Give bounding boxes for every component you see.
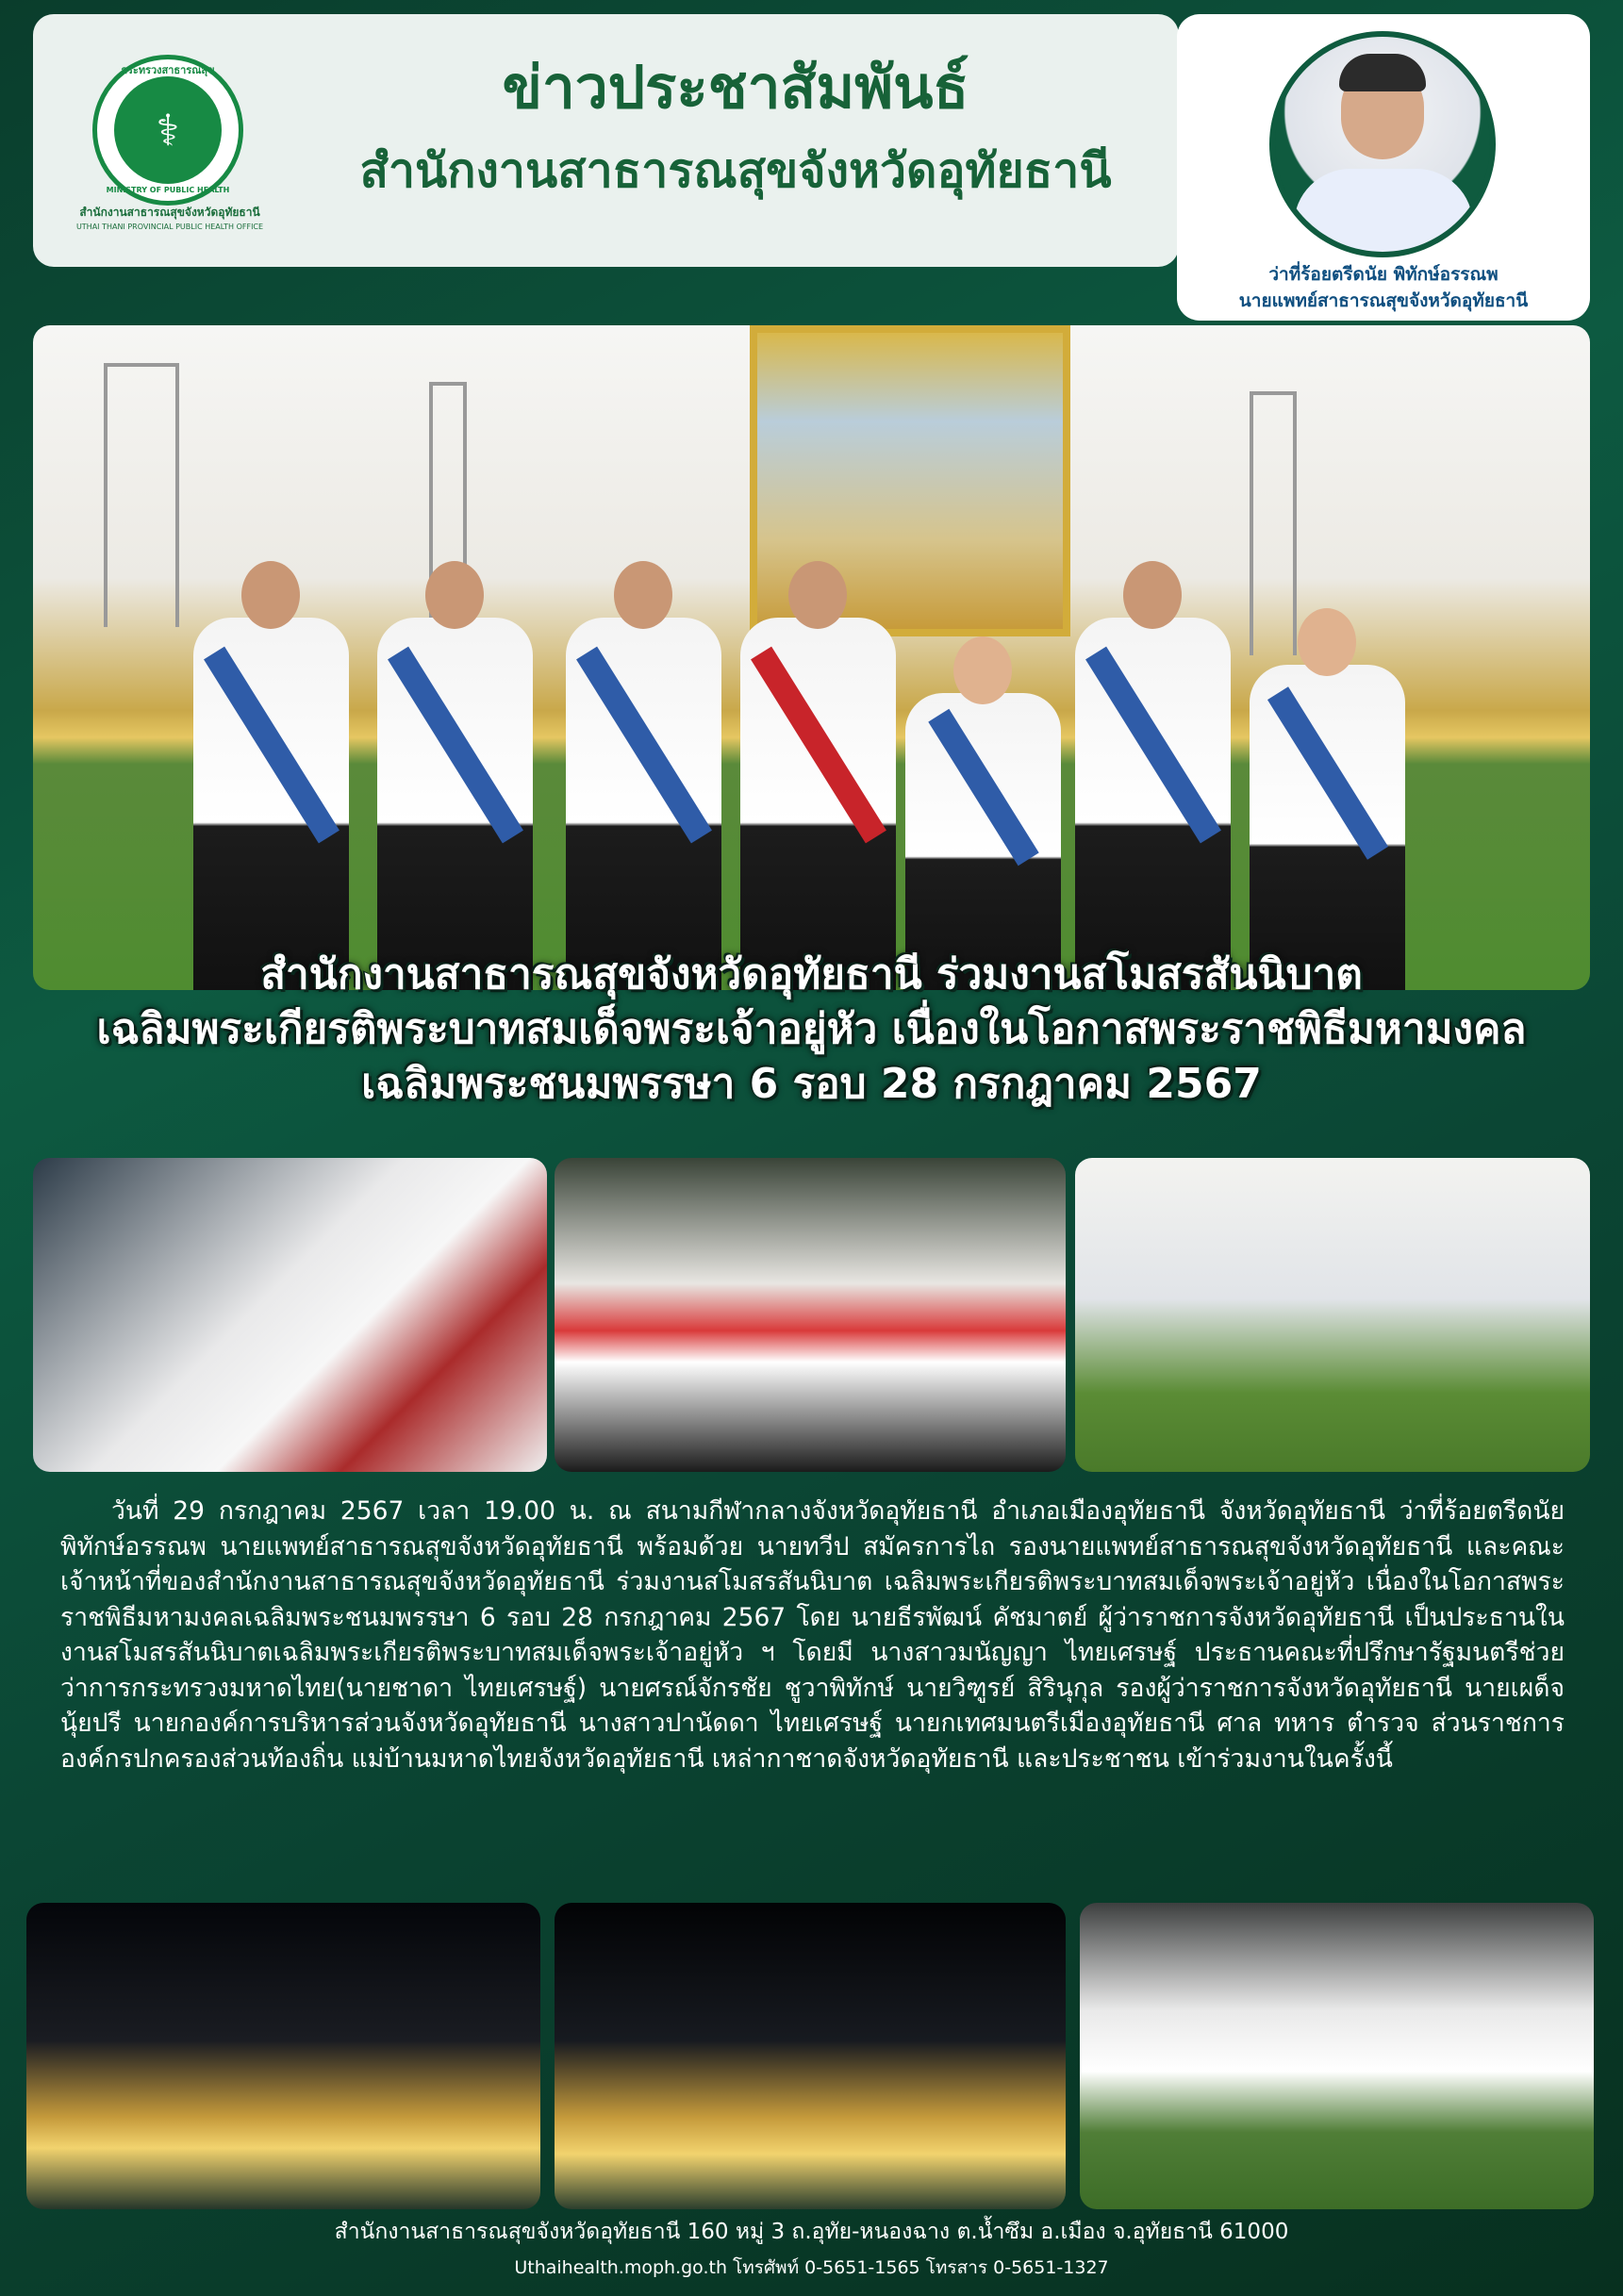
sash [388,647,523,844]
person [377,618,533,990]
person [1075,618,1231,990]
event-photo [1075,1158,1590,1472]
caduceus-icon: ⚕ [114,76,222,184]
person-head [241,561,300,629]
logo-caption [52,206,288,234]
person-head [1123,561,1182,629]
director-hair [1339,54,1426,91]
person-head [425,561,484,629]
logo-ring-text-en: MINISTRY OF PUBLIC HEALTH [106,186,230,194]
logo-caption-th: สำนักงานสาธารณสุขจังหวัดอุทัยธานี [79,206,260,219]
page-subtitle: สำนักงานสาธารณสุขจังหวัดอุทัยธานี [359,143,1112,198]
person [740,618,896,990]
person [1250,665,1405,990]
person-head [953,636,1012,704]
logo-caption-en: UTHAI THANI PROVINCIAL PUBLIC HEALTH OFFICE [75,223,264,231]
headline-line-1: สำนักงานสาธารณสุขจังหวัดอุทัยธานี ร่วมงานสโมสรสันนิบาต [260,950,1363,999]
page-title: ข่าวประชาสัมพันธ์ [502,53,969,122]
director-caption [1177,261,1590,314]
event-photo [33,1158,547,1472]
person-head [1298,608,1356,676]
event-photo [1080,1903,1594,2209]
news-headline [33,948,1590,1112]
light-tower [104,363,179,627]
person [193,618,349,990]
footer-address: สำนักงานสาธารณสุขจังหวัดอุทัยธานี 160 หมู่ 3 ถ.อุทัย-หนองฉาง ต.น้ำซึม อ.เมือง จ.อุทัยธานี 61000 [334,2220,1289,2244]
logo-ring-text: กระทรวงสาธารณสุข [121,64,215,76]
headline-line-3: เฉลิมพระชนมพรรษา 6 รอบ 28 กรกฎาคม 2567 [361,1060,1262,1108]
sash [751,647,886,844]
director-card [1177,14,1590,321]
person-head [614,561,672,629]
person [905,693,1061,990]
sash [1085,647,1221,844]
director-shirt [1294,169,1473,257]
director-position: นายแพทย์สาธารณสุขจังหวัดอุทัยธานี [1238,290,1529,311]
footer-contact: Uthaihealth.moph.go.th โทรศัพท์ 0-5651-1565 โทรสาร 0-5651-1327 [514,2257,1109,2278]
footer [0,2216,1623,2282]
main-group-photo [33,325,1590,990]
event-photo [555,1158,1066,1472]
person-head [788,561,847,629]
sash [928,709,1038,866]
moph-logo [92,55,243,206]
sash [1267,686,1388,859]
event-photo [26,1903,540,2209]
light-tower [1250,391,1297,655]
sash [576,647,712,844]
director-photo [1269,31,1496,257]
sash [204,647,340,844]
headline-line-2: เฉลิมพระเกียรติพระบาทสมเด็จพระเจ้าอยู่หัว เนื่องในโอกาสพระราชพิธีมหามงคล [96,1005,1527,1053]
event-photo [555,1903,1066,2209]
news-body: วันที่ 29 กรกฎาคม 2567 เวลา 19.00 น. ณ สนามกีฬากลางจังหวัดอุทัยธานี อำเภอเมืองอุทัยธานี จังหวัดอุทัยธานี ว่าที่ร้อยตรีดนัย พิทักษ์อรรณพ นายแพทย์สาธารณสุขจังหวัดอุทัยธานี พร้อมด้วย นายทวีป สมัครการไถ รองนายแพทย์สาธารณสุขจังหวัดอุทัยธานี และคณะเจ้าหน้าที่ของสำนักงานสาธารณสุขจังหวัดอุทัยธานี ร่วมงานสโมสรสันนิบาต เฉลิมพระเกียรติพระบาทสมเด็จพระเจ้าอยู่หัว เนื่องในโอกาสพระราชพิธีมหามงคลเฉลิมพระชนมพรรษา 6 รอบ 28 กรกฎาคม 2567 โดย นายธีรพัฒน์ คัชมาตย์ ผู้ว่าราชการจังหวัดอุทัยธานี เป็นประธานในงานสโมสรสันนิบาตเฉลิมพระเกียรติพระบาทสมเด็จพระเจ้าอยู่หัว ฯ โดยมี นางสาวมนัญญา ไทยเศรษฐ์ ประธานคณะที่ปรึกษารัฐมนตรีช่วยว่าการกระทรวงมหาดไทย(นายชาดา ไทยเศรษฐ์) นายศรณ์จักรชัย ชูวาพิทักษ์ นายวิฑูรย์ สิรินุกุล รองผู้ว่าราชการจังหวัดอุทัยธานี นายเผด็จ นุ้ยปรี นายกองค์การบริหารส่วนจังหวัดอุทัยธานี นางสาวปานัดดา ไทยเศรษฐ์ นายกเทศมนตรีเมืองอุทัยธานี ศาล ทหาร ตำรวจ ส่วนราชการ องค์กรปกครองส่วนท้องถิ่น แม่บ้านมหาดไทยจังหวัดอุทัยธานี เหล่ากาชาดจังหวัดอุทัยธานี และประชาชน เข้าร่วมงานในครั้งนี้ [60,1496,1565,1774]
director-name: ว่าที่ร้อยตรีดนัย พิทักษ์อรรณพ [1268,264,1499,285]
person [566,618,721,990]
